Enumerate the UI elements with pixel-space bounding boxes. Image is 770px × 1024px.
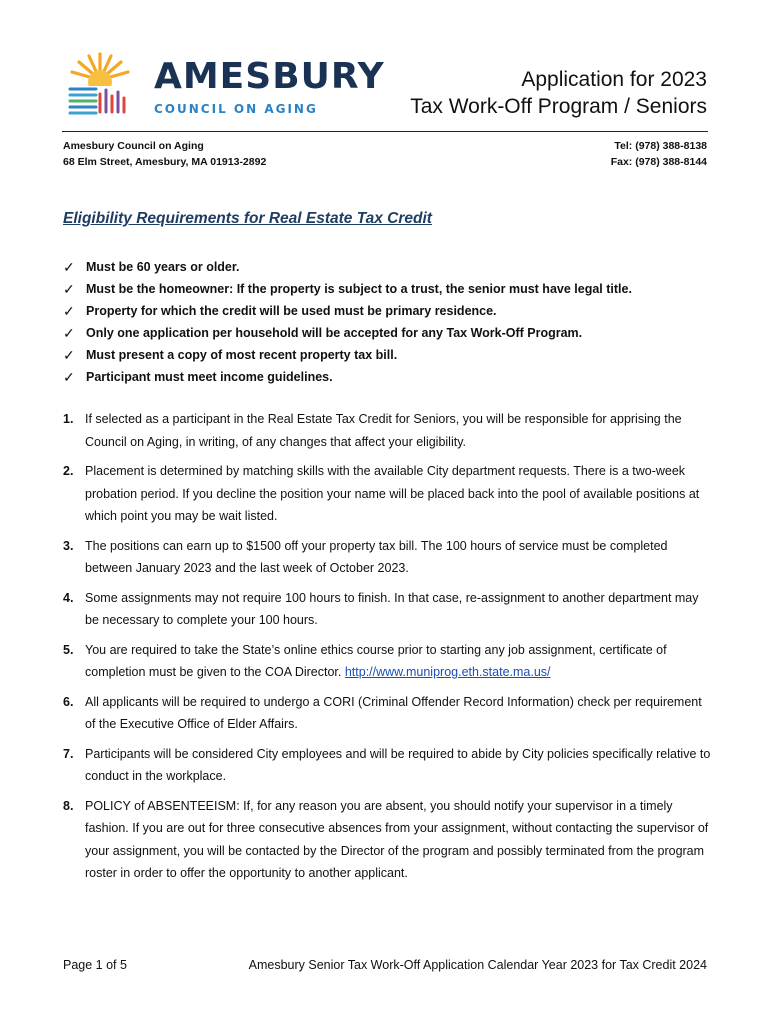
rule-item: 8. POLICY of ABSENTEEISM: If, for any reason you are absent, you should notify your supervisor in a timely fashion. If you are out for three consecutive absences from your assignment, without contacting the supervisor of your assignment, you will be contacted by the Director of the program and possibly terminated from the program roster in order to offer the opportunity to another applicant.: [63, 798, 709, 880]
header-divider: [62, 131, 708, 132]
checkmark-icon: ✓: [63, 325, 75, 341]
rule-item: 5. You are required to take the State’s online ethics course prior to starting any job assignment, certificate of completion must be given to the COA Director. http://www.muniprog.eth.state.ma.us/: [63, 642, 667, 679]
footer-caption: Amesbury Senior Tax Work-Off Application Calendar Year 2023 for Tax Credit 2024: [248, 958, 707, 972]
amesbury-logo: [66, 50, 385, 120]
checklist-item: ✓ Only one application per household will be accepted for any Tax Work-Off Program.: [63, 322, 723, 344]
checkmark-icon: ✓: [63, 347, 75, 363]
checklist-item: ✓ Must be the homeowner: If the property is subject to a trust, the senior must have legal title.: [63, 278, 723, 300]
rule-item: 6. All applicants will be required to undergo a CORI (Criminal Offender Record Information) check per requirement of the Executive Office of Elder Affairs.: [63, 694, 702, 731]
checkmark-icon: ✓: [63, 303, 75, 319]
eligibility-checklist: [63, 256, 723, 388]
document-title-line2: Tax Work-Off Program / Seniors: [410, 95, 707, 118]
checkmark-icon: ✓: [63, 259, 75, 275]
rule-item: 7. Participants will be considered City employees and will be required to abide by City policies specifically relative to conduct in the workplace.: [63, 746, 711, 783]
rule-item: 1. If selected as a participant in the Real Estate Tax Credit for Seniors, you will be responsible for apprising the Council on Aging, in writing, of any changes that affect your eligibility.: [63, 412, 682, 449]
rule-item: 3. The positions can earn up to $1500 off your property tax bill. The 100 hours of service must be completed between January 2023 and the last week of October 2023.: [63, 538, 668, 575]
page-number: Page 1 of 5: [63, 958, 127, 972]
org-name: Amesbury Council on Aging: [63, 140, 204, 152]
sun-logo-icon: [66, 50, 146, 120]
program-rules-list: [63, 408, 713, 892]
checklist-item: ✓ Must be 60 years or older.: [63, 256, 723, 278]
ethics-course-link[interactable]: http://www.muniprog.eth.state.ma.us/: [344, 665, 551, 679]
rule-item: 4. Some assignments may not require 100 hours to finish. In that case, re-assignment to another department may be necessary to complete your 100 hours.: [63, 590, 699, 627]
org-fax: Fax: (978) 388-8144: [610, 156, 707, 168]
document-title-line1: Application for 2023: [521, 68, 707, 91]
checklist-item: ✓ Property for which the credit will be used must be primary residence.: [63, 300, 723, 322]
checkmark-icon: ✓: [63, 369, 75, 385]
absenteeism-lead: POLICY of ABSENTEEISM:: [85, 798, 240, 813]
checkmark-icon: ✓: [63, 281, 75, 297]
org-address: 68 Elm Street, Amesbury, MA 01913-2892: [63, 156, 267, 168]
org-phone: Tel: (978) 388-8138: [614, 140, 707, 152]
rule-item: 2. Placement is determined by matching skills with the available City department requests. There is a two-week probation period. If you decline the position your name will be placed back into the pool of available positions at which point you may be wait listed.: [63, 464, 700, 523]
logo-subtitle: COUNCIL ON AGING: [154, 102, 318, 116]
checklist-item: ✓ Must present a copy of most recent property tax bill.: [63, 344, 723, 366]
eligibility-heading: Eligibility Requirements for Real Estate Tax Credit: [63, 210, 432, 227]
logo-name: AMESBURY: [154, 56, 385, 97]
checklist-item: ✓ Participant must meet income guidelines.: [63, 366, 723, 388]
